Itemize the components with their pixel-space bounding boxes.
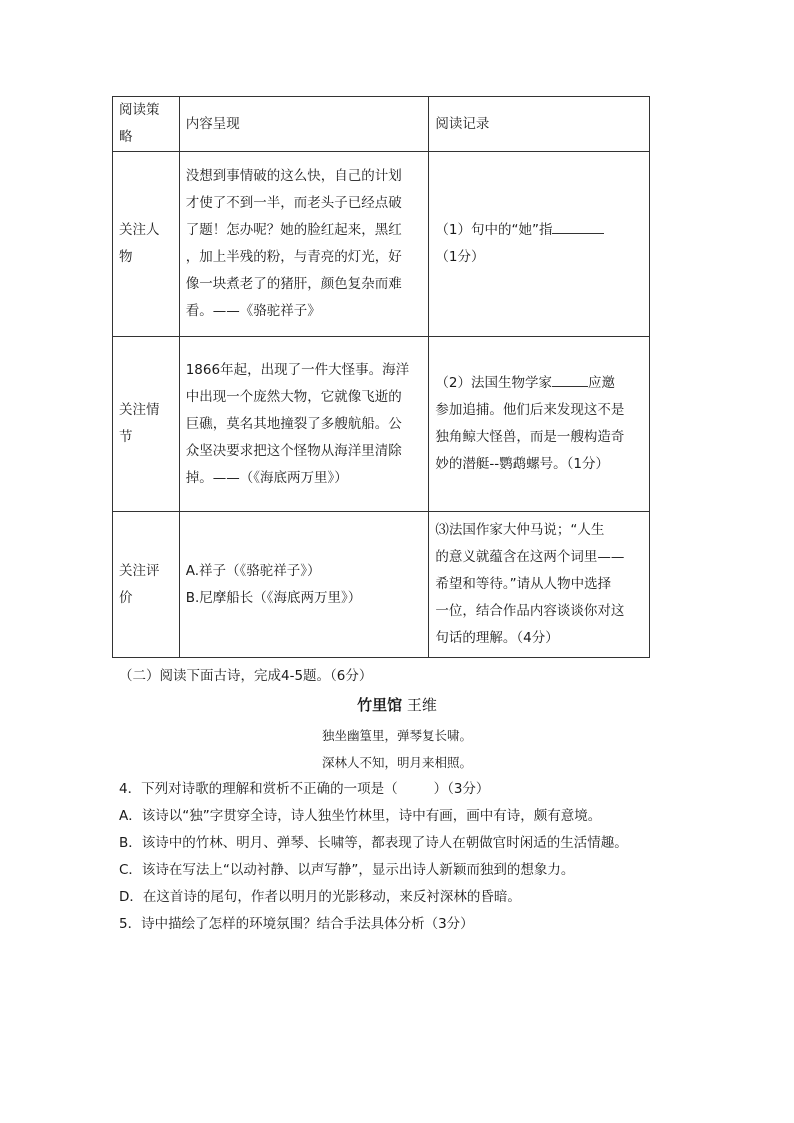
- content-line: 了题！怎办呢？她的脸红起来，黑红: [185, 222, 402, 238]
- record-line: 独角鲸大怪兽，而是一艘构造奇: [435, 429, 625, 445]
- table-row: [113, 512, 650, 658]
- content-line: 没想到事情破的这么快，自己的计划: [185, 168, 402, 184]
- record-line: 句话的理解。（4分）: [435, 630, 559, 646]
- header-content: 内容呈现: [179, 97, 429, 152]
- content-line: 像一块煮老了的猪肝，颜色复杂而难: [185, 276, 402, 292]
- option-a: A．该诗以“独”字贯穿全诗，诗人独坐竹林里，诗中有画，画中有诗，颇有意境。: [119, 808, 602, 824]
- record-score: （1分）: [435, 249, 485, 265]
- table-row: [113, 152, 650, 337]
- content-line: 1866年起，出现了一件大怪事。海洋: [185, 361, 410, 378]
- option-d: D．在这首诗的尾句，作者以明月的光影移动，来反衬深林的昏暗。: [119, 889, 521, 905]
- table-row: [113, 337, 650, 512]
- record-line: 希望和等待。”请从人物中选择: [435, 576, 612, 592]
- content-cell: [179, 152, 429, 337]
- record-cell: [429, 512, 650, 658]
- section-title: （二）阅读下面古诗，完成4-5题。（6分）: [119, 668, 373, 684]
- record-cell: [429, 152, 650, 337]
- strategy-cell: 关注评价: [113, 512, 180, 658]
- poem-line: 深林人不知，明月来相照。: [321, 755, 472, 770]
- answer-blank[interactable]: [552, 219, 604, 234]
- reading-strategy-table: [112, 96, 650, 658]
- record-line: 的意义就蕴含在这两个词里——: [435, 549, 625, 565]
- stem-score: ）（3分）: [433, 781, 490, 797]
- strategy-cell: 关注情节: [113, 337, 180, 512]
- content-cell: [179, 512, 429, 658]
- question-5: 5．诗中描绘了怎样的环境氛围？结合手法具体分析（3分）: [119, 916, 474, 932]
- content-line: 看。——《骆驼祥子》: [185, 303, 321, 319]
- strategy-cell: 关注人物: [113, 152, 180, 337]
- option-c: C．该诗在写法上“以动衬静、以声写静”，显示出诗人新颖而独到的想象力。: [119, 862, 575, 878]
- record-line: 参加追捕。他们后来发现这不是: [435, 402, 625, 418]
- record-line: 一位，结合作品内容谈谈你对这: [435, 603, 625, 619]
- content-line: A.祥子（《骆驼祥子》）: [185, 562, 321, 579]
- content-line: 众坚决要求把这个怪物从海洋里清除: [185, 442, 402, 459]
- record-question: （1）句中的“她”指: [435, 222, 553, 238]
- content-line: 掉。——（《海底两万里》）: [185, 469, 348, 486]
- record-line: ⑶法国作家大仲马说；“人生: [435, 522, 605, 538]
- content-line: B.尼摩船长（《海底两万里》）: [185, 589, 362, 606]
- poem-line: 独坐幽篁里，弹琴复长啸。: [321, 728, 472, 743]
- record-line: 妙的潜艇--鹦鹉螺号。（1分）: [435, 456, 609, 472]
- record-question: （2）法国生物学家: [435, 375, 552, 391]
- table-header-row: [113, 97, 650, 152]
- option-b: B．该诗中的竹林、明月、弹琴、长啸等，都表现了诗人在朝做官时闲适的生活情趣。: [119, 835, 628, 851]
- question-4-stem: [119, 779, 489, 799]
- content-line: 才使了不到一半，而老头子已经点破: [185, 195, 402, 211]
- poem-name: 竹里馆: [357, 696, 403, 714]
- content-cell: [179, 337, 429, 512]
- header-strategy: 阅读策略: [113, 97, 180, 152]
- content-line: ，加上半残的粉，与青亮的灯光，好: [185, 249, 402, 265]
- poem-title: [0, 695, 794, 715]
- record-question-tail: 应邀: [587, 375, 615, 391]
- poem-author: 王维: [406, 696, 437, 714]
- answer-blank[interactable]: [552, 372, 588, 387]
- content-line: 巨礁，莫名其地撞裂了多艘航船。公: [185, 415, 402, 432]
- content-line: 中出现一个庞然大物，它就像飞逝的: [185, 388, 402, 405]
- header-record: 阅读记录: [429, 97, 650, 152]
- stem-text: 4．下列对诗歌的理解和赏析不正确的一项是（: [119, 781, 398, 797]
- record-cell: [429, 337, 650, 512]
